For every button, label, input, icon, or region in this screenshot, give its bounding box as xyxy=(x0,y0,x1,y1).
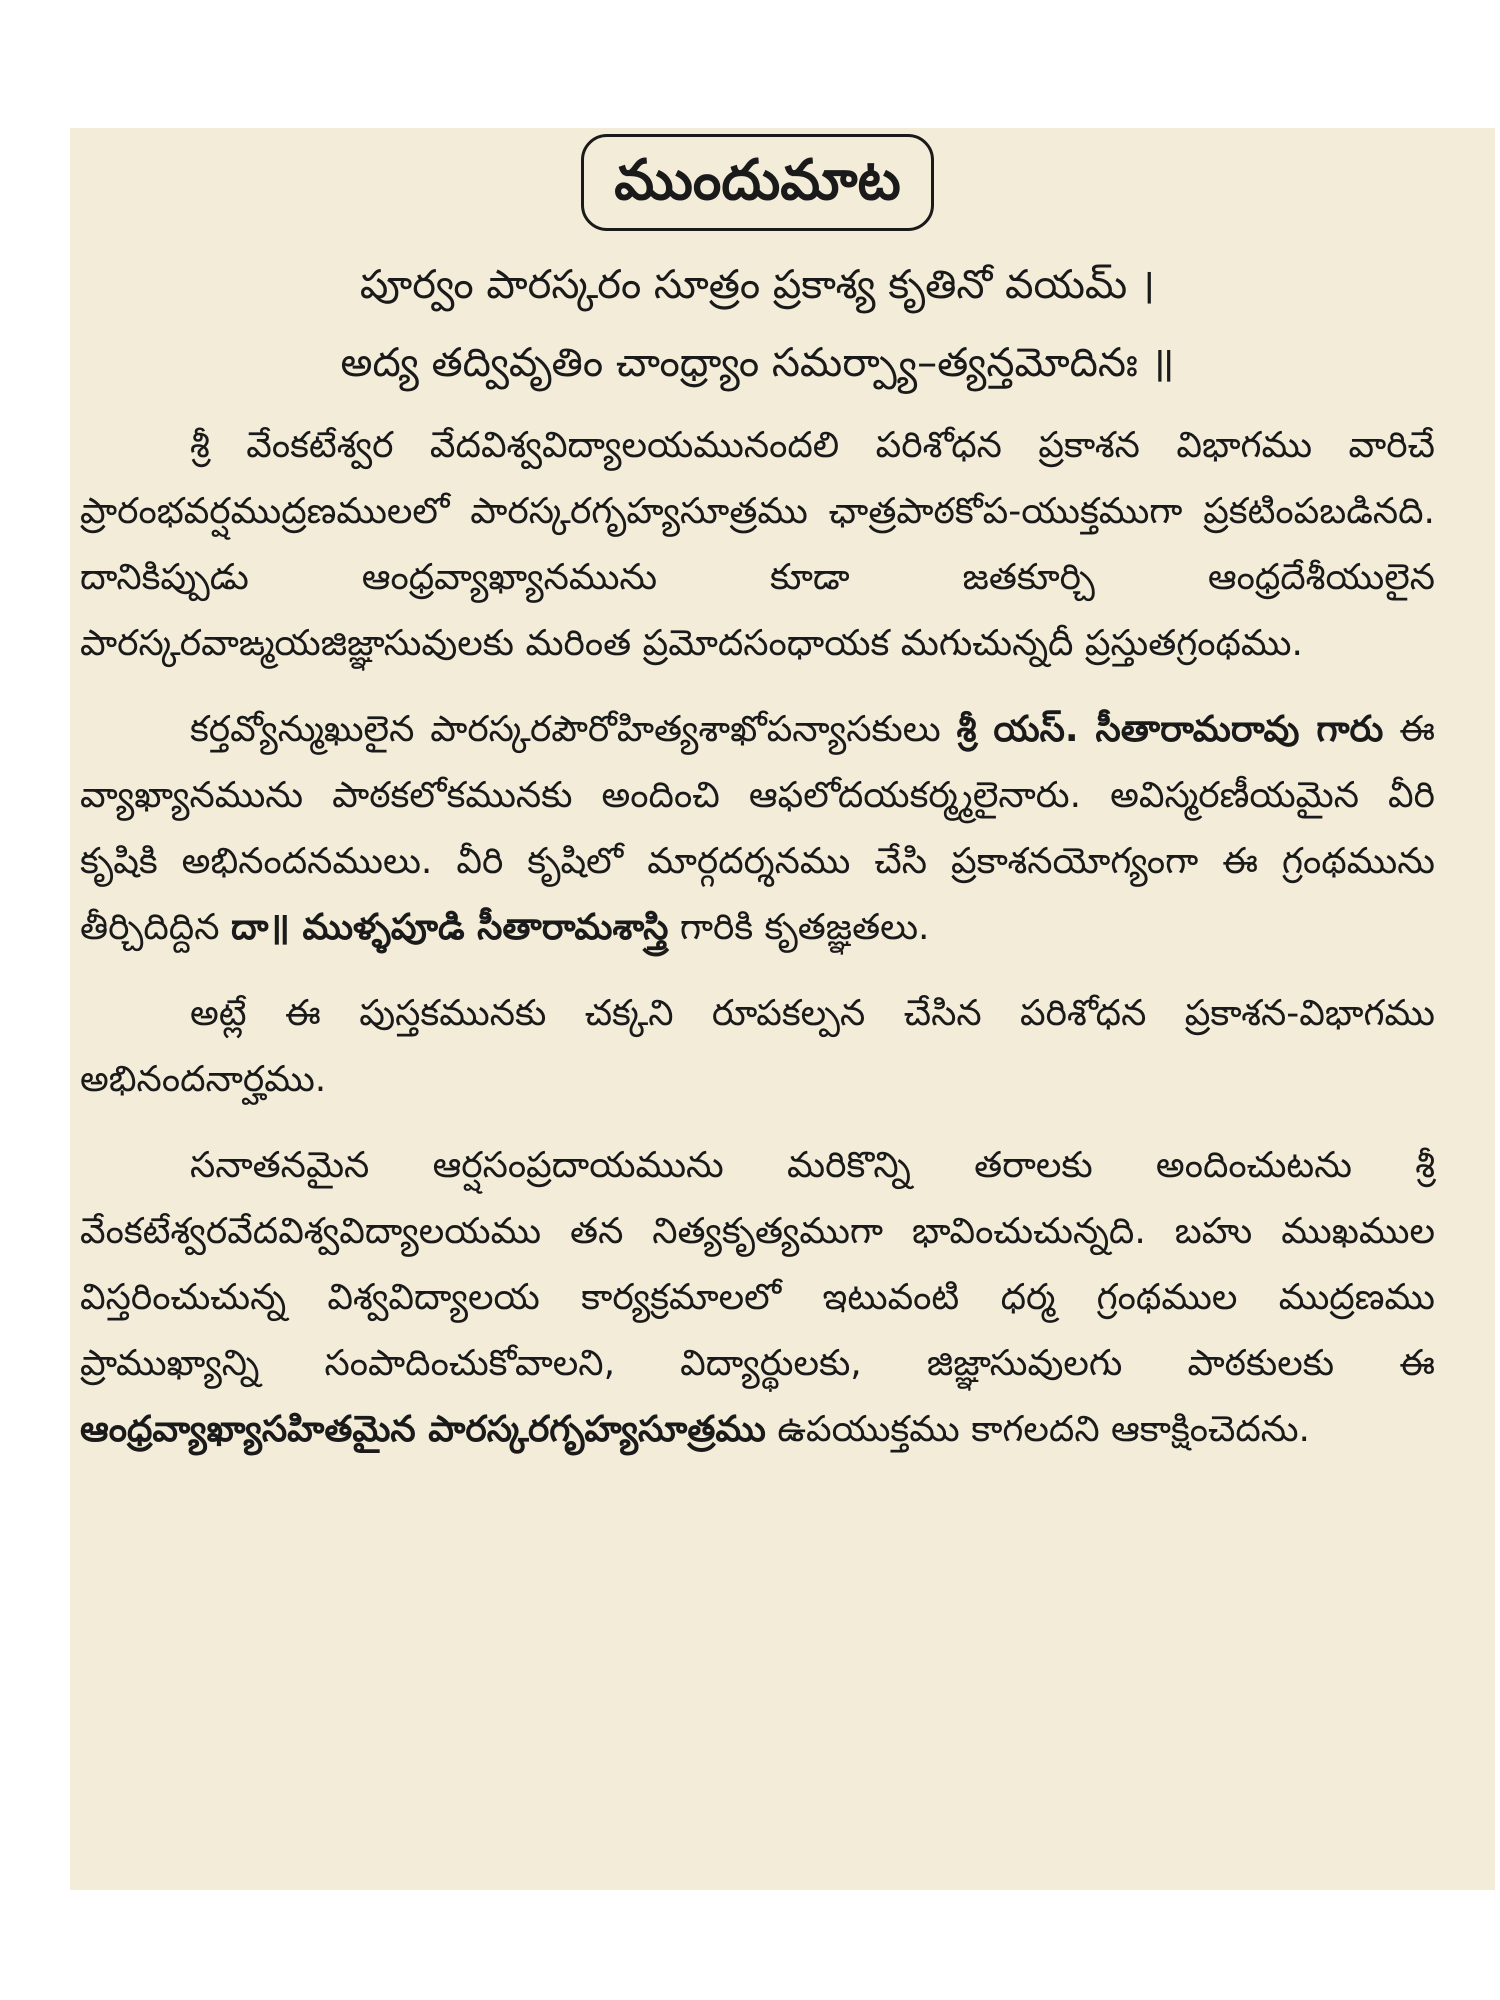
document-page xyxy=(70,128,1495,1890)
paragraph-2 xyxy=(80,697,1435,961)
verse-line-1: పూర్వం పారస్కరం సూత్రం ప్రకాశ్య కృతినో వయమ్ । xyxy=(359,262,1156,309)
editor-name: దా॥ ముళ్ళపూడి సీతారామశాస్త్రి xyxy=(230,907,669,949)
paragraph-4-text-b: ఉపయుక్తము కాగలదని ఆకాక్షించెదను. xyxy=(765,1409,1310,1451)
paragraph-2-text-b: ఈ వ్యాఖ్యానమును పాఠకలోకమునకు అందించి ఆఫలోదయకర్మ్మలైనారు. అవిస్మరణీయమైన వీరి కృషికి అభినందనములు. వీరి కృషిలో మార్గదర్శనము చేసి ప్రకాశనయోగ్యంగా ఈ గ్రంథమును తీర్చిదిద్దిన xyxy=(80,709,1435,949)
book-title: ఆంధ్రవ్యాఖ్యాసహితమైన పారస్కరగృహ్యసూత్రము xyxy=(80,1409,766,1451)
paragraph-1-text: శ్రీ వేంకటేశ్వర వేదవిశ్వవిద్యాలయమునందలి పరిశోధన ప్రకాశన విభాగము వారిచే ప్రారంభవర్షముద్రణములలో పారస్కరగృహ్యసూత్రము ఛాత్రపాఠకోప-యుక్తముగా ప్రకటింపబడినది. దానికిప్పుడు ఆంధ్రవ్యాఖ్యానమును కూడా జతకూర్చి ఆంధ్రదేశీయులైన పారస్కరవాఙ్మయజిజ్ఞాసువులకు మరింత ప్రమోదసంధాయక మగుచున్నదీ ప్రస్తుతగ్రంథము. xyxy=(80,425,1435,665)
paragraph-4 xyxy=(80,1133,1435,1463)
author-name: శ్రీ యస్. సీతారామరావు గారు xyxy=(956,709,1384,751)
page-title: ముందుమాట xyxy=(581,134,933,231)
verse-line-2: అద్య తద్వివృతిం చాంధ్ర్యాం సమర్ప్యా–త్యన్తమోదినః ॥ xyxy=(340,340,1175,387)
paragraph-4-text-a: సనాతనమైన ఆర్షసంప్రదాయమును మరికొన్ని తరాలకు అందించుటను శ్రీ వేంకటేశ్వరవేదవిశ్వవిద్యాలయము తన నిత్యకృత్యముగా భావించుచున్నది. బహు ముఖముల విస్తరించుచున్న విశ్వవిద్యాలయ కార్యక్రమాలలో ఇటువంటి ధర్మ గ్రంథముల ముద్రణము ప్రాముఖ్యాన్ని సంపాదించుకోవాలని, విద్యార్థులకు, జిజ్ఞాసువులగు పాఠకులకు ఈ xyxy=(80,1145,1435,1385)
paragraph-2-text-a: కర్తవ్యోన్ముఖులైన పారస్కరపౌరోహిత్యశాఖోపన్యాసకులు xyxy=(190,709,957,751)
paragraph-3-text: అట్లే ఈ పుస్తకమునకు చక్కని రూపకల్పన చేసిన పరిశోధన ప్రకాశన-విభాగము అభినందనార్హము. xyxy=(80,993,1435,1101)
paragraph-1 xyxy=(80,413,1435,677)
paragraph-3 xyxy=(80,981,1435,1113)
heading-wrapper xyxy=(80,134,1435,231)
paragraph-2-text-c: గారికి కృతజ్ఞతలు. xyxy=(668,907,930,949)
